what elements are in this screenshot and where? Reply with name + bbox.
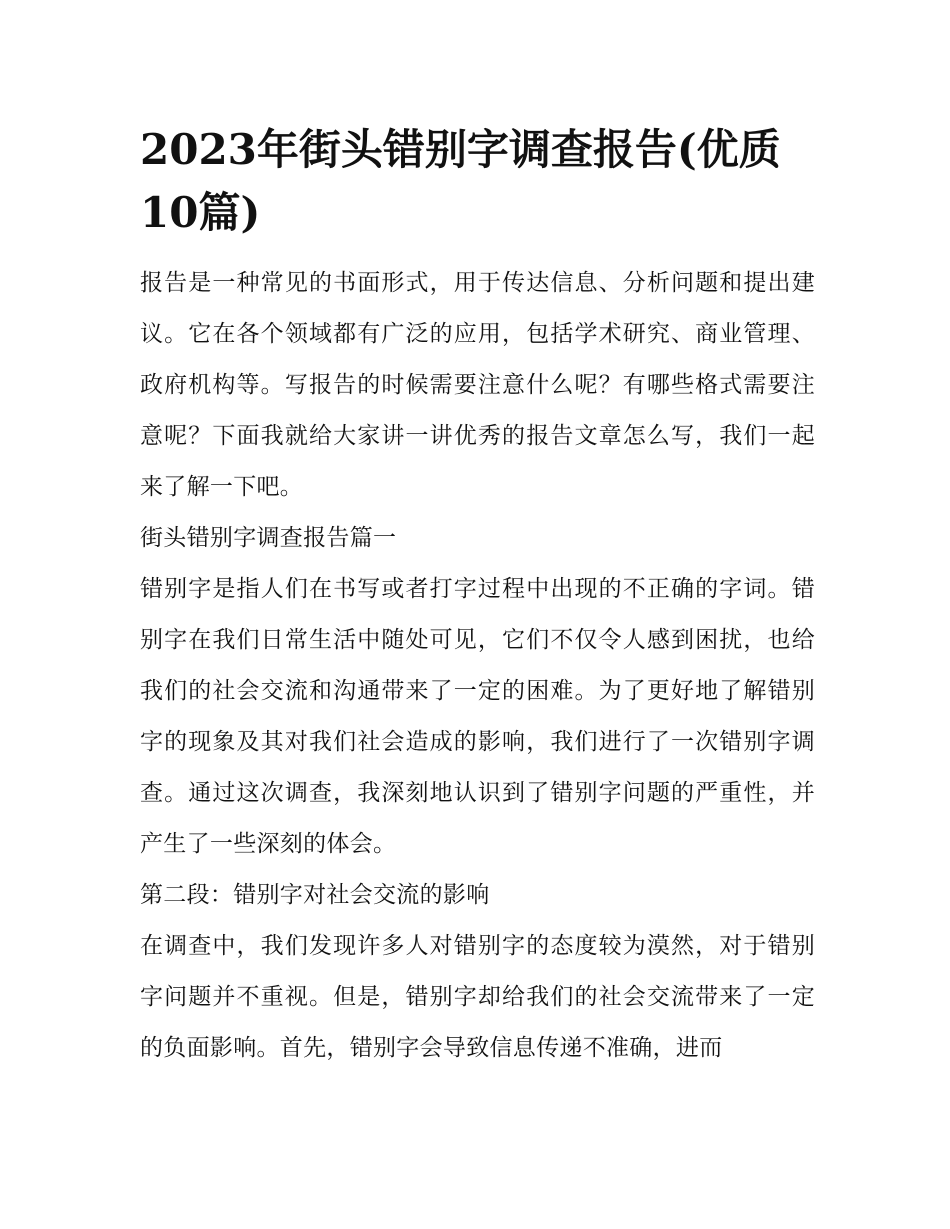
intro-paragraph: 报告是一种常见的书面形式，用于传达信息、分析问题和提出建议。它在各个领域都有广泛的应用，包括学术研究、商业管理、政府机构等。写报告的时候需要注意什么呢？有哪些格式需要注意呢？下面我就给大家讲一讲优秀的报告文章怎么写，我们一起来了解一下吧。	[140, 270, 815, 500]
section-heading-paragraph-two: 第二段：错别字对社会交流的影响	[140, 882, 490, 908]
document-page	[140, 118, 815, 1074]
document-title: 2023年街头错别字调查报告(优质10篇)	[140, 125, 781, 237]
section-heading-part-one: 街头错别字调查报告篇一	[140, 525, 397, 551]
body-paragraph: 错别字是指人们在书写或者打字过程中出现的不正确的字词。错别字在我们日常生活中随处可见，它们不仅令人感到困扰，也给我们的社会交流和沟通带来了一定的困难。为了更好地了解错别字的现象及其对我们社会造成的影响，我们进行了一次错别字调查。通过这次调查，我深刻地认识到了错别字问题的严重性，并产生了一些深刻的体会。	[140, 576, 815, 857]
body-paragraph: 在调查中，我们发现许多人对错别字的态度较为漠然，对于错别字问题并不重视。但是，错别字却给我们的社会交流带来了一定的负面影响。首先，错别字会导致信息传递不准确，进而	[140, 933, 815, 1061]
